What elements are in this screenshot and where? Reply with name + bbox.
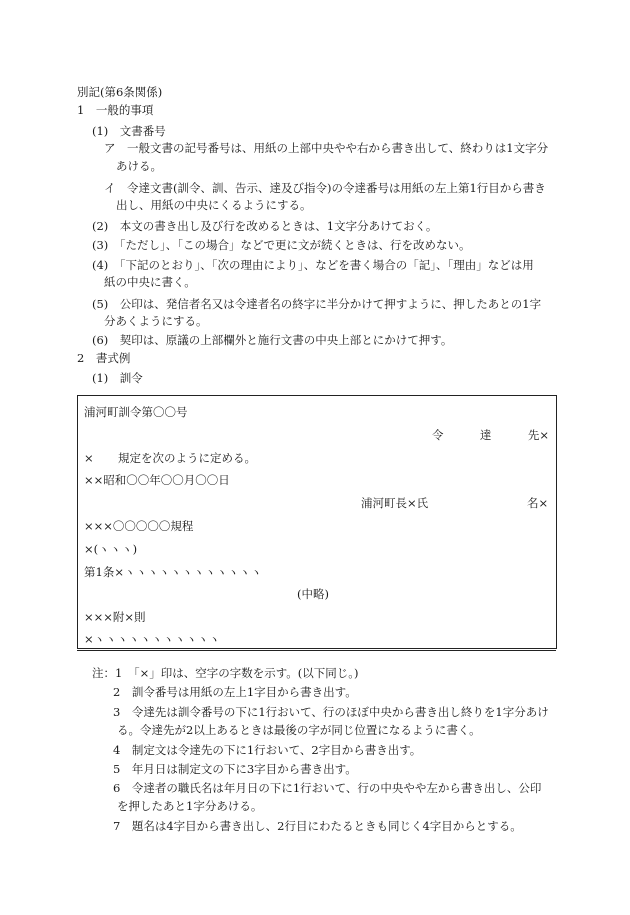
item-a-line1: ア 一般文書の記号番号は、用紙の上部中央やや右から書き出して、終わりは1文字分 [104,141,549,155]
item-i-line1: イ 令達文書(訓令、訓、告示、達及び指令)の令達番号は用紙の左上第1行目から書き [104,181,546,195]
section-1-item-2: (2) 本文の書き出し及び行を改めるときは、1文字分あけておく。 [92,219,438,233]
example-recipient-char-3: 先× [527,428,549,442]
example-issuer-title: 浦河町長×氏 [361,496,429,510]
document-heading: 別記(第6条関係) [77,85,163,99]
section-2-item-1: (1) 訓令 [92,371,143,385]
example-regulation-title: ×××〇〇〇〇〇規程 [84,519,194,533]
example-recipient [432,427,549,443]
note-2: 2 訓令番号は用紙の左上1字目から書き出す。 [113,685,357,699]
example-recipient-char-1: 令 [432,428,444,442]
example-date: ××昭和〇〇年〇〇月〇〇日 [84,473,230,487]
example-issuer-name: 名× [527,496,549,510]
example-final-line: ×ヽヽヽヽヽヽヽヽヽヽヽ [84,632,221,646]
example-supplementary-provision: ×××附×則 [84,610,146,624]
section-1-item-4-line1: (4) 「下記のとおり」、「次の理由により」、などを書く場合の「記」、「理由」などは用 [92,258,534,272]
note-6-line1: 6 令達者の職氏名は年月日の下に1行おいて、行の中央やや左から書き出し、公印 [113,781,542,795]
note-3-line2: る。令達先が2以上あるときは最後の字が同じ位置になるように書く。 [117,723,481,737]
section-1-item-3: (3) 「ただし」、「この場合」などで更に文が続くときは、行を改めない。 [92,238,471,252]
note-6-line2: を押したあと1字分あける。 [117,799,263,813]
example-enact-mark: × [84,451,94,465]
example-parenthetical: ×(ヽヽヽ) [84,542,138,556]
section-1-item-5-line1: (5) 公印は、発信者名又は令達者名の終字に半分かけて押すように、押したあとの1字 [92,297,542,311]
section-1-item-1: (1) 文書番号 [92,124,166,138]
note-4: 4 制定文は令達先の下に1行おいて、2字目から書き出す。 [113,743,422,757]
example-recipient-char-2: 達 [479,428,492,442]
section-1-item-4-line2: 紙の中央に書く。 [104,275,196,289]
example-omitted-marker: (中略) [297,587,329,601]
example-article-1: 第1条×ヽヽヽヽヽヽヽヽヽヽヽヽ [84,565,262,579]
example-enact-text: 規定を次のように定める。 [118,451,256,465]
section-1-item-6: (6) 契印は、原議の上部欄外と施行文書の中央上部とにかけて押す。 [92,333,453,347]
section-2-title: 2 書式例 [77,351,131,365]
item-a-line2: あける。 [116,159,162,173]
note-5: 5 年月日は制定文の下に3字目から書き出す。 [113,762,357,776]
section-1-title: 1 一般的事項 [77,103,154,117]
note-1: 注：1 「×」印は、空字の字数を示す。(以下同じ。) [92,666,359,680]
example-order-number: 浦河町訓令第〇〇号 [84,405,188,419]
note-3-line1: 3 令達先は訓令番号の下に1行おいて、行のほぼ中央から書き出し終りを1字分あけ [113,705,549,719]
item-i-line2: 出し、用紙の中央にくるようにする。 [116,198,312,212]
section-1-item-5-line2: 分あくようにする。 [104,314,208,328]
format-example-box-bottom-rule [77,648,556,651]
note-7: 7 題名は4字目から書き出し、2行目にわたるときも同じく4字目からとする。 [113,819,522,833]
